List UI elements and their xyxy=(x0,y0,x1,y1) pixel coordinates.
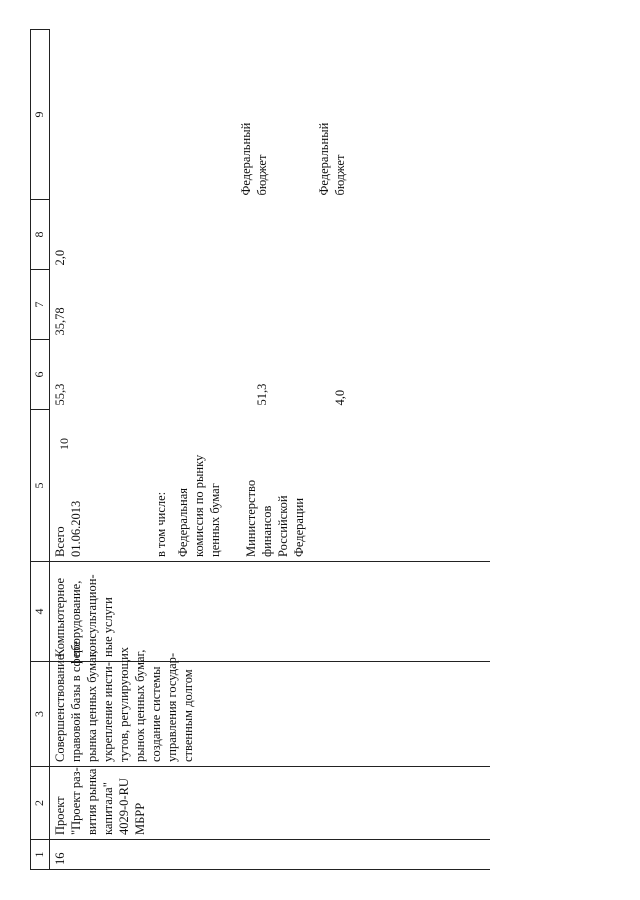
executor-cell: Всего 01.06.2013 в том числе: Федеральная комиссия по рынку ценных бумаг Министерство финансов Российской Федерации xyxy=(50,410,490,562)
col-header-3: 3 xyxy=(31,662,50,767)
column-number-header xyxy=(31,30,50,870)
col-header-1: 1 xyxy=(31,840,50,870)
amount-remaining-cell: 2,0 xyxy=(53,249,67,266)
col-header-5: 5 xyxy=(31,410,50,562)
page-number: 10 xyxy=(57,438,71,450)
col-header-6: 6 xyxy=(31,340,50,410)
project-name-cell: Проект "Проект раз- вития рынка капитала" 4029-0-RU МБРР xyxy=(50,767,490,840)
col-header-9: 9 xyxy=(31,30,50,200)
col-header-2: 2 xyxy=(31,767,50,840)
project-description-cell: Совершенствование правовой базы в сфере рынка ценных бумаг, укрепление инсти- тутов, регулирующих рынок ценных бумаг, создание системы управления государ- ственным долгом xyxy=(50,662,490,767)
amount-total-cell: 55,3 51,3 4,0 xyxy=(53,383,347,406)
col-header-4: 4 xyxy=(31,562,50,662)
including-label: в том числе: xyxy=(154,491,168,557)
amount-disbursed-cell: 35,78 xyxy=(53,307,67,336)
loan-projects-table xyxy=(30,29,490,870)
funding-source-cell: Федеральный бюджет Федеральный бюджет xyxy=(239,122,347,196)
rotated-sheet xyxy=(30,30,610,870)
col-header-8: 8 xyxy=(31,200,50,270)
col-header-7: 7 xyxy=(31,270,50,340)
table-row xyxy=(50,30,490,870)
row-number: 16 xyxy=(50,840,490,870)
expenses-cell: Компьютерное оборудование, консультацион- ные услуги xyxy=(50,562,490,662)
